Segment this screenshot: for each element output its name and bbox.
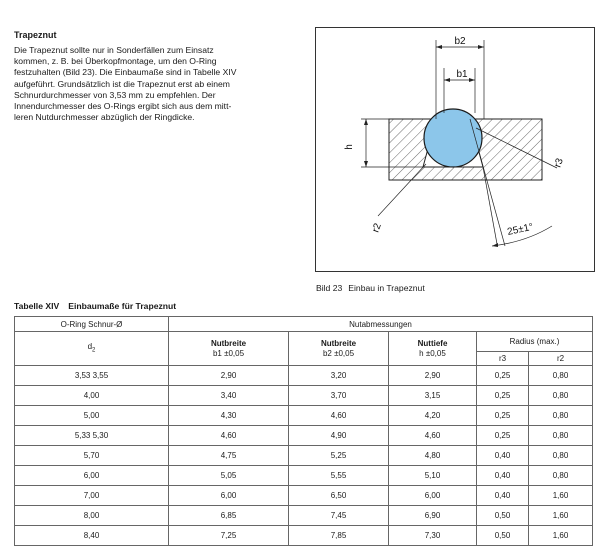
cell-d2: 8,00	[15, 506, 169, 526]
cell-r3: 0,50	[477, 526, 529, 546]
header-r3: r3	[477, 352, 529, 366]
cell-b1: 2,90	[169, 366, 289, 386]
header-d2	[15, 332, 169, 366]
cell-h: 3,15	[389, 386, 477, 406]
cell-r3: 0,25	[477, 366, 529, 386]
cell-b1: 7,25	[169, 526, 289, 546]
section-paragraph	[14, 45, 294, 123]
header-d2-sub: 2	[92, 347, 96, 354]
figure-caption-text: Einbau in Trapeznut	[348, 283, 425, 293]
cell-d2: 4,00	[15, 386, 169, 406]
paragraph-line: Innendurchmesser des O-Rings ergibt sich aus dem mitt-	[14, 101, 232, 112]
table-row	[15, 506, 593, 526]
cell-d2: 8,40	[15, 526, 169, 546]
cell-b2: 7,85	[289, 526, 389, 546]
cell-h: 5,10	[389, 466, 477, 486]
cell-b2: 7,45	[289, 506, 389, 526]
cell-r2: 0,80	[529, 446, 593, 466]
cell-h: 6,90	[389, 506, 477, 526]
cell-r2: 1,60	[529, 486, 593, 506]
cell-h: 2,90	[389, 366, 477, 386]
header-oring: O-Ring Schnur-Ø	[15, 317, 169, 332]
cell-r3: 0,25	[477, 386, 529, 406]
cell-b2: 4,60	[289, 406, 389, 426]
cell-b1: 4,75	[169, 446, 289, 466]
figure-caption	[316, 283, 425, 293]
cell-d2: 3,53 3,55	[15, 366, 169, 386]
figure-frame	[315, 27, 595, 272]
header-b1	[169, 332, 289, 366]
cell-r3: 0,40	[477, 446, 529, 466]
cell-h: 6,00	[389, 486, 477, 506]
paragraph-line: festzuhalten (Bild 23). Die Einbaumaße sind in Tabelle XIV	[14, 67, 237, 78]
o-ring-cross-section	[424, 109, 482, 167]
cell-b2: 5,25	[289, 446, 389, 466]
table-row	[15, 466, 593, 486]
header-nutabmessungen: Nutabmessungen	[169, 317, 593, 332]
cell-h: 4,80	[389, 446, 477, 466]
table-title	[14, 301, 176, 311]
paragraph-line: kommen, z. B. bei Überkopfmontage, um den O-Ring	[14, 56, 217, 67]
cell-b1: 3,40	[169, 386, 289, 406]
table-row	[15, 366, 593, 386]
cell-b2: 6,50	[289, 486, 389, 506]
cell-b2: 5,55	[289, 466, 389, 486]
label-r3: r3	[552, 156, 566, 170]
paragraph-line: aufgeführt. Grundsätzlich ist die Trapeznut erst ab einem	[14, 78, 230, 89]
header-h	[389, 332, 477, 366]
cell-b1: 4,30	[169, 406, 289, 426]
paragraph-line: leren Nutdurchmesser abzüglich der Ringdicke.	[14, 112, 195, 123]
cell-r3: 0,50	[477, 506, 529, 526]
cell-b2: 4,90	[289, 426, 389, 446]
header-radius: Radius (max.)	[477, 332, 593, 352]
cell-h: 4,60	[389, 426, 477, 446]
cell-b1: 5,05	[169, 466, 289, 486]
cell-r2: 0,80	[529, 406, 593, 426]
table-row	[15, 426, 593, 446]
cell-r2: 0,80	[529, 426, 593, 446]
cell-b2: 3,20	[289, 366, 389, 386]
cell-b1: 4,60	[169, 426, 289, 446]
header-h-tol: h ±0,05	[419, 348, 446, 358]
cell-r3: 0,40	[477, 466, 529, 486]
header-b1-label: Nutbreite	[210, 338, 247, 348]
header-b2-label: Nutbreite	[320, 338, 357, 348]
cell-r3: 0,40	[477, 486, 529, 506]
table-title-text: Einbaumaße für Trapeznut	[68, 301, 177, 311]
table-row	[15, 406, 593, 426]
label-angle: 25±1°	[506, 221, 535, 238]
cell-r2: 1,60	[529, 526, 593, 546]
table-row	[15, 526, 593, 546]
header-b2	[289, 332, 389, 366]
header-r2: r2	[529, 352, 593, 366]
label-h: h	[344, 144, 355, 150]
label-b2: b2	[454, 36, 466, 47]
header-d2-symbol: d	[87, 341, 93, 351]
dimensions-table	[14, 316, 593, 546]
table-row	[15, 486, 593, 506]
header-h-label: Nuttiefe	[417, 338, 448, 348]
section-title: Trapeznut	[14, 30, 57, 40]
label-r2: r2	[370, 221, 384, 235]
table-number: Tabelle XIV	[14, 301, 60, 311]
paragraph-line: Die Trapeznut sollte nur in Sonderfällen zum Einsatz	[14, 45, 214, 55]
cell-r2: 0,80	[529, 466, 593, 486]
cell-r3: 0,25	[477, 406, 529, 426]
cell-d2: 5,70	[15, 446, 169, 466]
table-row	[15, 386, 593, 406]
header-b1-tol: b1 ±0,05	[212, 348, 245, 358]
table-row	[15, 446, 593, 466]
cell-d2: 5,00	[15, 406, 169, 426]
cell-d2: 6,00	[15, 466, 169, 486]
paragraph-line: Schnurdurchmesser von 3,53 mm zu empfehlen. Der	[14, 89, 216, 100]
cell-b1: 6,85	[169, 506, 289, 526]
cell-b1: 6,00	[169, 486, 289, 506]
header-b2-tol: b2 ±0,05	[322, 348, 355, 358]
cell-h: 7,30	[389, 526, 477, 546]
figure-number: Bild 23	[316, 283, 343, 293]
cell-r2: 1,60	[529, 506, 593, 526]
cell-r3: 0,25	[477, 426, 529, 446]
cell-r2: 0,80	[529, 386, 593, 406]
cell-h: 4,20	[389, 406, 477, 426]
cell-b2: 3,70	[289, 386, 389, 406]
label-b1: b1	[456, 69, 468, 80]
trapezoid-groove-diagram	[316, 28, 594, 271]
cell-d2: 7,00	[15, 486, 169, 506]
cell-r2: 0,80	[529, 366, 593, 386]
cell-d2: 5,33 5,30	[15, 426, 169, 446]
